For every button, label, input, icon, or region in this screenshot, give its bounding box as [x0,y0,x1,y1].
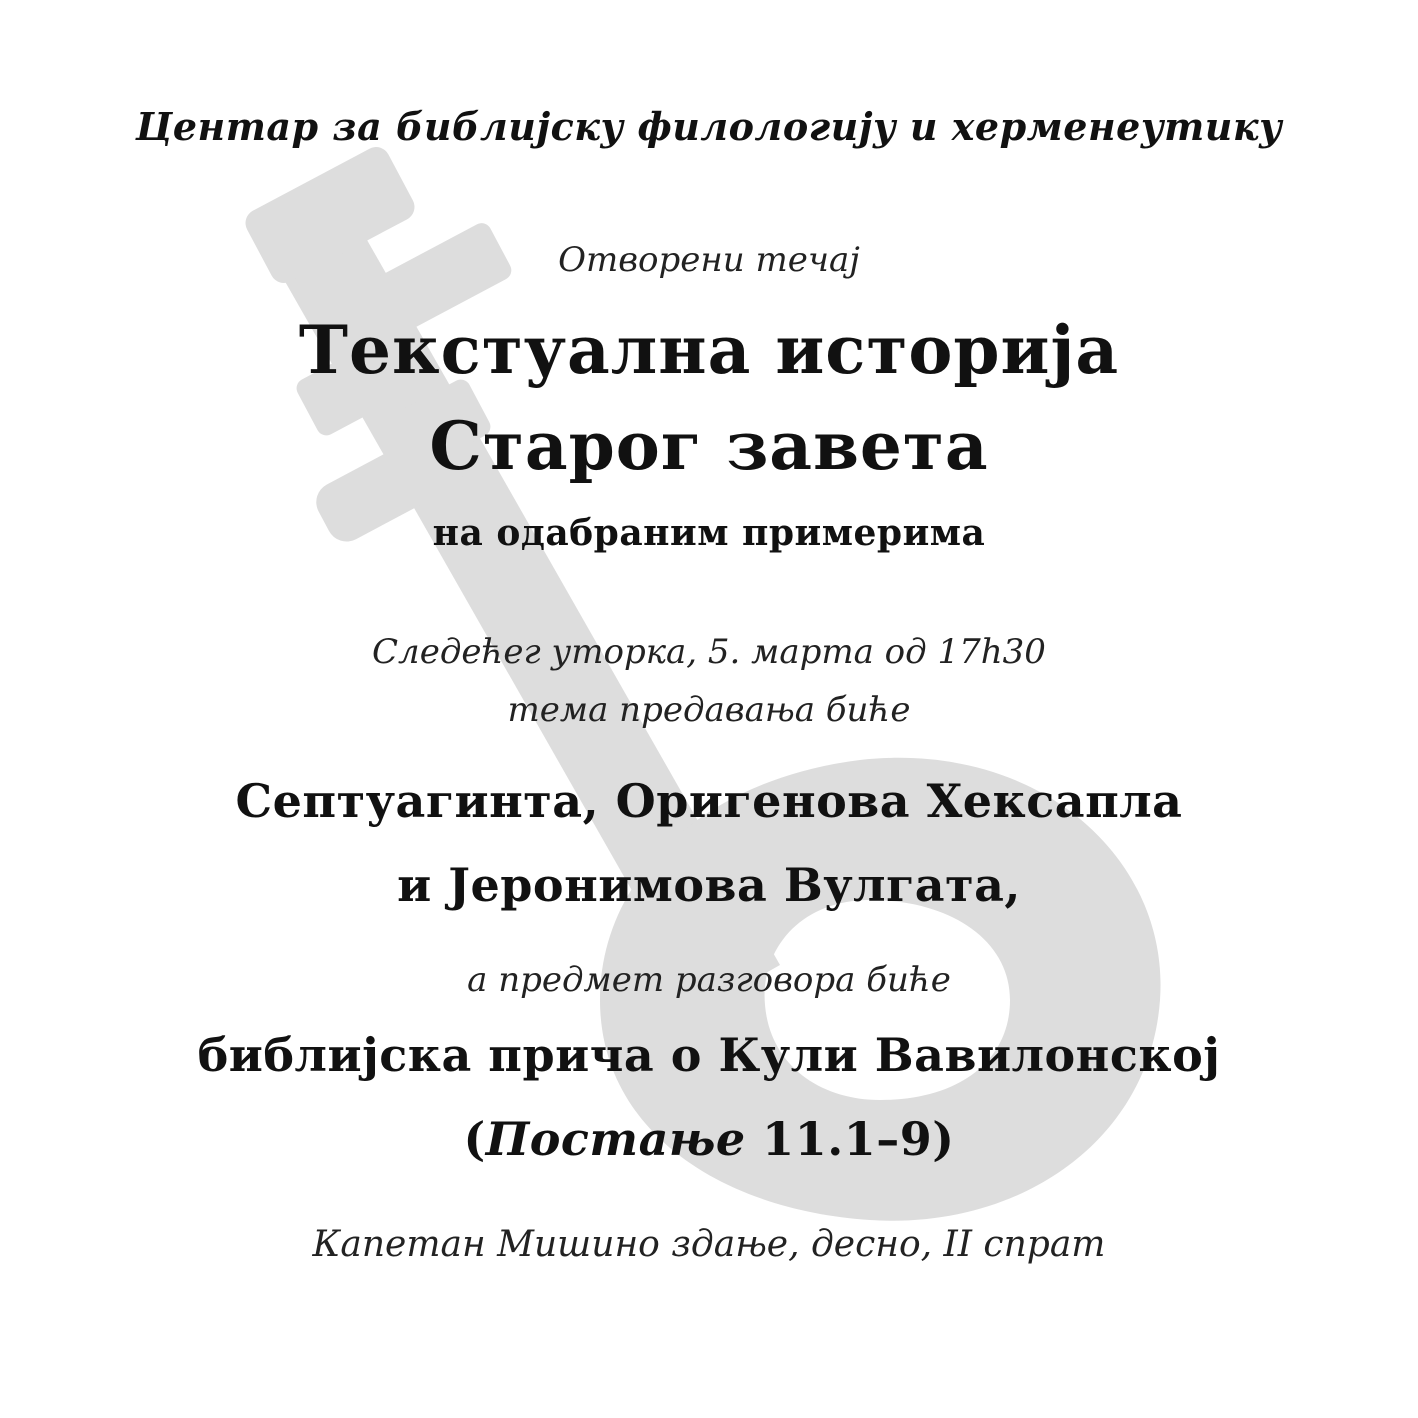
date-line: Следећег уторка, 5. марта од 17h30 [372,632,1046,672]
center-name: Центар за библијску филологију и херменеутику [135,104,1283,149]
reference-open-paren: ( [463,1112,486,1166]
course-subtitle: на одабраним примерима [432,512,986,554]
lecture-topic-line-2: и Јеронимова Вулгата, [397,858,1021,912]
scripture-reference [0,1112,1418,1166]
location-line: Капетан Мишино здање, десно, II спрат [312,1224,1106,1265]
conversation-intro: а предмет разговора биће [467,960,951,1000]
reference-book: Постање [485,1112,746,1166]
course-title-line-1: Текстуална историја [298,311,1120,389]
conversation-topic-line: библијска прича о Кули Вавилонској [197,1028,1221,1082]
course-title-line-2: Старог завета [429,407,989,485]
course-label: Отворени течај [558,240,860,280]
topic-intro: тема предавања биће [507,690,911,730]
lecture-topic-line-1: Септуагинта, Оригенова Хексапла [235,774,1183,828]
reference-verses: 11.1–9) [745,1112,955,1166]
